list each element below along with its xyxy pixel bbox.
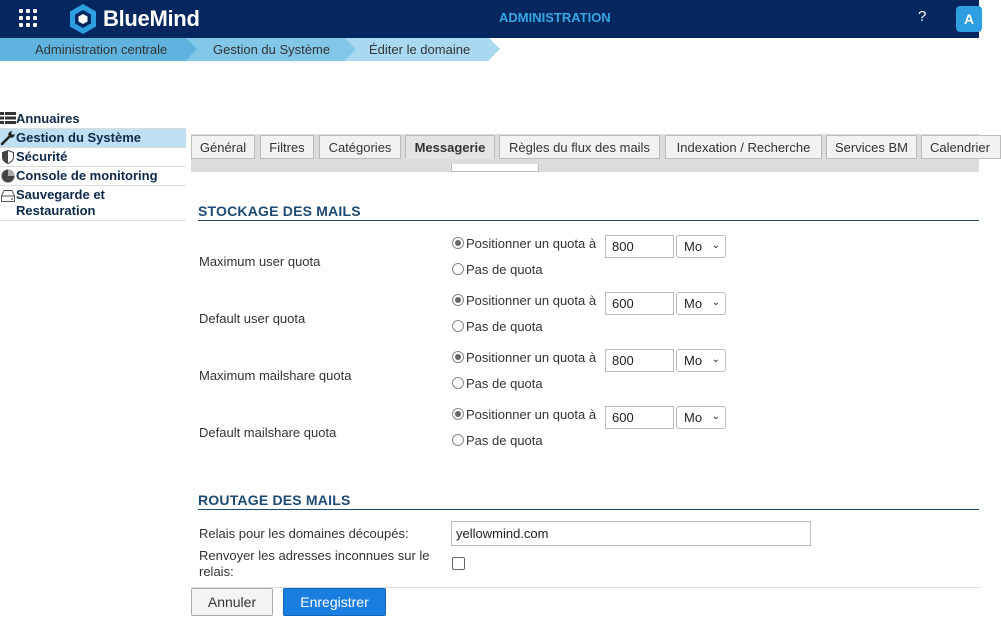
avatar[interactable]: A bbox=[956, 6, 982, 32]
sidebar-item-monitoring-console[interactable] bbox=[0, 167, 186, 186]
bluemind-logo-icon bbox=[68, 3, 98, 35]
help-icon[interactable]: ? bbox=[918, 8, 927, 25]
section-divider bbox=[198, 509, 979, 510]
set-quota-label: Positionner un quota à bbox=[466, 236, 597, 251]
set-quota-label: Positionner un quota à bbox=[466, 293, 597, 308]
logo[interactable] bbox=[68, 3, 200, 35]
shield-icon bbox=[0, 150, 16, 164]
app-grid-icon[interactable] bbox=[19, 9, 37, 27]
pie-chart-icon bbox=[0, 169, 16, 183]
forward-unknown-label: Renvoyer les adresses inconnues sur le relais: bbox=[199, 548, 430, 579]
max-user-quota-label: Maximum user quota bbox=[199, 254, 321, 269]
breadcrumb bbox=[0, 38, 489, 61]
default-user-quota-unit-select[interactable] bbox=[676, 292, 726, 315]
tab-messaging[interactable]: Messagerie bbox=[405, 135, 495, 159]
breadcrumb-item-edit-domain[interactable]: Éditer le domaine bbox=[345, 38, 489, 61]
chevron-down-icon: ⌄ bbox=[711, 297, 720, 308]
tab-bar bbox=[191, 134, 990, 172]
default-user-quota-set-radio[interactable] bbox=[452, 294, 464, 306]
sidebar-item-label: Console de monitoring bbox=[16, 168, 158, 183]
default-user-quota-input[interactable] bbox=[605, 292, 674, 315]
breadcrumb-item-central-admin[interactable]: Administration centrale bbox=[0, 38, 186, 61]
max-mailshare-quota-input[interactable] bbox=[605, 349, 674, 372]
set-quota-label: Positionner un quota à bbox=[466, 350, 597, 365]
max-mailshare-quota-set-radio[interactable] bbox=[452, 351, 464, 363]
max-mailshare-quota-label: Maximum mailshare quota bbox=[199, 368, 352, 383]
default-mailshare-quota-label: Default mailshare quota bbox=[199, 425, 337, 440]
default-mailshare-quota-unit-select[interactable] bbox=[676, 406, 726, 429]
relay-input[interactable] bbox=[451, 521, 811, 546]
tab-general[interactable]: Général bbox=[191, 135, 255, 159]
sidebar-item-backup-restore[interactable] bbox=[0, 186, 186, 221]
tab-indexing-search[interactable]: Indexation / Recherche bbox=[665, 135, 822, 159]
chevron-down-icon: ⌄ bbox=[711, 411, 720, 422]
max-mailshare-quota-unit-select[interactable] bbox=[676, 349, 726, 372]
set-quota-label: Positionner un quota à bbox=[466, 407, 597, 422]
cancel-button[interactable]: Annuler bbox=[191, 588, 273, 616]
save-button[interactable]: Enregistrer bbox=[283, 588, 386, 616]
default-user-quota-none-radio[interactable] bbox=[452, 320, 464, 332]
sidebar-item-label: Sauvegarde et Restauration bbox=[16, 187, 105, 218]
no-quota-label: Pas de quota bbox=[466, 376, 543, 391]
max-user-quota-set-radio[interactable] bbox=[452, 237, 464, 249]
wrench-icon bbox=[0, 131, 16, 145]
max-mailshare-quota-none-radio[interactable] bbox=[452, 377, 464, 389]
brand-name: BlueMind bbox=[103, 6, 200, 31]
section-title-storage: STOCKAGE DES MAILS bbox=[198, 203, 361, 219]
no-quota-label: Pas de quota bbox=[466, 433, 543, 448]
unit-value: Mo bbox=[684, 353, 703, 368]
unit-value: Mo bbox=[684, 410, 703, 425]
no-quota-label: Pas de quota bbox=[466, 262, 543, 277]
default-mailshare-quota-none-radio[interactable] bbox=[452, 434, 464, 446]
top-bar bbox=[0, 0, 979, 38]
default-mailshare-quota-set-radio[interactable] bbox=[452, 408, 464, 420]
tab-calendar[interactable]: Calendrier bbox=[921, 135, 1001, 159]
max-user-quota-none-radio[interactable] bbox=[452, 263, 464, 275]
tab-mail-flow-rules[interactable]: Règles du flux des mails bbox=[499, 135, 660, 159]
chevron-down-icon: ⌄ bbox=[711, 354, 720, 365]
app-title: ADMINISTRATION bbox=[499, 10, 611, 25]
tab-bm-services[interactable]: Services BM bbox=[826, 135, 917, 159]
section-divider bbox=[198, 220, 979, 221]
tab-filters[interactable]: Filtres bbox=[260, 135, 314, 159]
drive-icon bbox=[0, 190, 16, 202]
no-quota-label: Pas de quota bbox=[466, 319, 543, 334]
breadcrumb-item-system-management[interactable]: Gestion du Système bbox=[186, 38, 345, 61]
sidebar-item-label: Sécurité bbox=[16, 149, 68, 164]
sidebar-item-system-management[interactable] bbox=[0, 129, 186, 148]
relay-label: Relais pour les domaines découpés: bbox=[199, 526, 409, 541]
max-user-quota-unit-select[interactable] bbox=[676, 235, 726, 258]
list-icon bbox=[0, 112, 16, 124]
sidebar-item-directories[interactable] bbox=[0, 110, 186, 129]
cut-off-control bbox=[451, 164, 539, 172]
sidebar-item-label: Gestion du Système bbox=[16, 130, 141, 145]
chevron-down-icon: ⌄ bbox=[711, 240, 720, 251]
default-user-quota-label: Default user quota bbox=[199, 311, 306, 326]
tab-categories[interactable]: Catégories bbox=[319, 135, 401, 159]
sidebar-item-security[interactable] bbox=[0, 148, 186, 167]
forward-unknown-checkbox[interactable] bbox=[452, 557, 465, 570]
sidebar bbox=[0, 110, 186, 221]
unit-value: Mo bbox=[684, 239, 703, 254]
sidebar-item-label: Annuaires bbox=[16, 111, 80, 126]
default-mailshare-quota-input[interactable] bbox=[605, 406, 674, 429]
max-user-quota-input[interactable] bbox=[605, 235, 674, 258]
section-title-routing: ROUTAGE DES MAILS bbox=[198, 492, 351, 508]
unit-value: Mo bbox=[684, 296, 703, 311]
